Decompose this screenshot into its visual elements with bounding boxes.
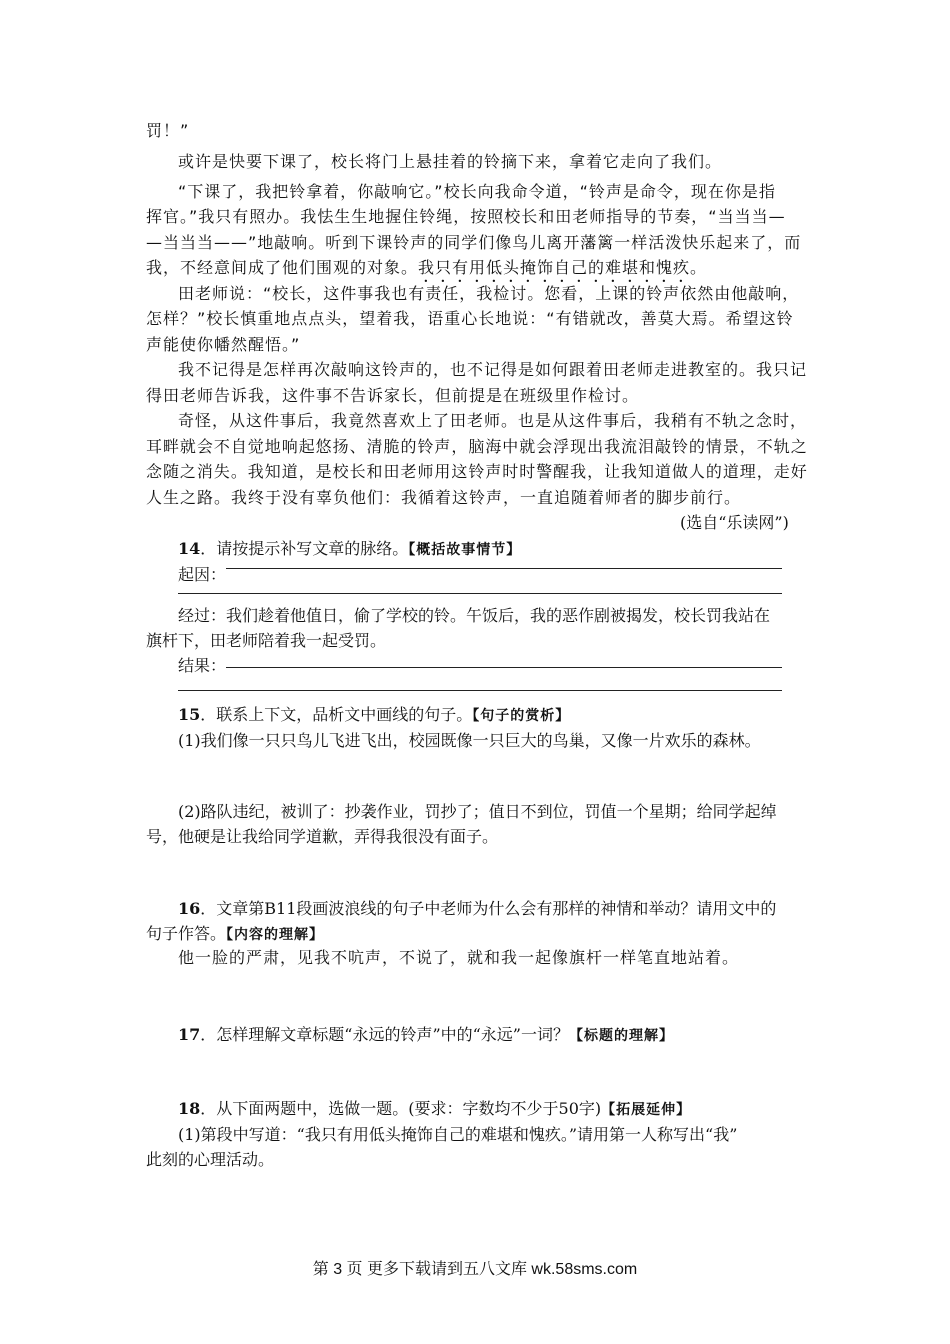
- passage-line: 我不记得是怎样再次敲响这铃声的，也不记得是如何跟着田老师走进教室的。我只记: [178, 360, 808, 379]
- question-text: ．怎样理解文章标题“永远的铃声”中的“永远”一词？: [200, 1025, 569, 1044]
- cause-answer-line[interactable]: [226, 568, 782, 569]
- question-16-cont: [146, 922, 324, 947]
- question-15: [178, 703, 570, 728]
- sentence-1: (1)我们像一只只鸟儿飞进飞出，校园既像一只巨大的鸟巢，又像一片欢乐的森林。: [178, 731, 761, 750]
- passage-line: 念随之消失。我知道，是校长和田老师用这铃声时时警醒我，让我知道做人的道理，走好: [146, 462, 808, 481]
- option-1: (1)第段中写道：“我只有用低头掩饰自己的难堪和愧疚。”请用第一人称写出“我”: [178, 1125, 738, 1144]
- answer-sentence: 他一脸的严肃，见我不吭声，不说了，就和我一起像旗杆一样笔直地站着。: [178, 948, 740, 967]
- question-17: [178, 1023, 674, 1048]
- question-number: 17: [178, 1025, 201, 1044]
- sentence-2: 号，他硬是让我给同学道歉，弄得我很没有面子。: [146, 827, 499, 846]
- cause-answer-line[interactable]: [178, 593, 782, 594]
- result-answer-line[interactable]: [178, 690, 782, 691]
- question-number: 14: [178, 539, 201, 558]
- passage-line: 声能使你幡然醒悟。”: [146, 335, 301, 354]
- process-line: 旗杆下，田老师陪着我一起受罚。: [146, 631, 387, 650]
- source-citation: (选自“乐读网”): [680, 513, 789, 532]
- passage-line: 或许是快要下课了，校长将门上悬挂着的铃摘下来，拿着它走向了我们。: [178, 152, 723, 171]
- question-text: ．联系上下文，品析文中画线的句子。: [200, 705, 473, 724]
- passage-line: 奇怪，从这件事后，我竟然喜欢上了田老师。也是从这件事后，我稍有不轨之念时，: [178, 411, 808, 430]
- passage-line: 田老师说：“校长，这件事我也有责任，我检讨。您看，上课的铃声依然由他敲响，: [178, 284, 800, 303]
- result-label: 结果：: [178, 656, 227, 675]
- question-tag: 【句子的赏析】: [472, 708, 571, 724]
- passage-line: 耳畔就会不自觉地响起悠扬、清脆的铃声，脑海中就会浮现出我流泪敲铃的情景，不轨之: [146, 437, 808, 456]
- question-number: 16: [178, 899, 201, 918]
- question-text: ．请按提示补写文章的脉络。: [200, 539, 409, 558]
- cause-label: 起因：: [178, 565, 227, 584]
- question-tag: 【拓展延伸】: [601, 1102, 692, 1118]
- question-tag: 【内容的理解】: [226, 927, 325, 943]
- question-14: [178, 537, 521, 562]
- question-text: 句子作答。: [146, 924, 227, 943]
- passage-line: 人生之路。我终于没有辜负他们：我循着这铃声，一直追随着师者的脚步前行。: [146, 488, 742, 507]
- passage-line: “下课了，我把铃拿着，你敲响它。”校长向我命令道，“铃声是命令，现在你是指: [178, 182, 776, 201]
- question-number: 15: [178, 705, 201, 724]
- question-text: ．从下面两题中，选做一题。(要求：字数均不少于50字): [200, 1099, 602, 1118]
- page-footer: 第 3 页 更多下载请到五八文库 wk.58sms.com: [312, 1261, 638, 1278]
- passage-line: 挥官。”我只有照办。我怯生生地握住铃绳，按照校长和田老师指导的节奏，“当当当—: [146, 207, 786, 226]
- passage-line: —当当当——”地敲响。听到下课铃声的同学们像鸟儿离开藩篱一样活泼快乐起来了，而: [146, 233, 802, 252]
- question-tag: 【概括故事情节】: [408, 542, 522, 558]
- passage-text: 我，不经意间成了他们围观的对象。: [146, 258, 419, 277]
- sentence-2: (2)路队违纪，被训了：抄袭作业，罚抄了；值日不到位，罚值一个星期；给同学起绰: [178, 802, 777, 821]
- passage-line: 怎样？”校长慎重地点点头，望着我，语重心长地说：“有错就改，善莫大焉。希望这铃: [146, 309, 794, 328]
- process-line: 经过：我们趁着他值日，偷了学校的铃。午饭后，我的恶作剧被揭发，校长罚我站在: [178, 606, 771, 625]
- passage-line: 罚！”: [146, 121, 190, 140]
- question-text: ．文章第B11段画波浪线的句子中老师为什么会有那样的神情和举动？请用文中的: [200, 899, 777, 918]
- result-answer-line[interactable]: [226, 667, 782, 668]
- passage-line: 得田老师告诉我，这件事不告诉家长，但前提是在班级里作检讨。: [146, 386, 640, 405]
- question-tag: 【标题的理解】: [569, 1028, 674, 1044]
- question-18: [178, 1097, 691, 1122]
- option-1: 此刻的心理活动。: [146, 1150, 275, 1169]
- question-16: [178, 897, 776, 921]
- dotted-sentence: 我只有用低头掩饰自己的难堪和愧疚。: [418, 258, 708, 277]
- question-number: 18: [178, 1099, 201, 1118]
